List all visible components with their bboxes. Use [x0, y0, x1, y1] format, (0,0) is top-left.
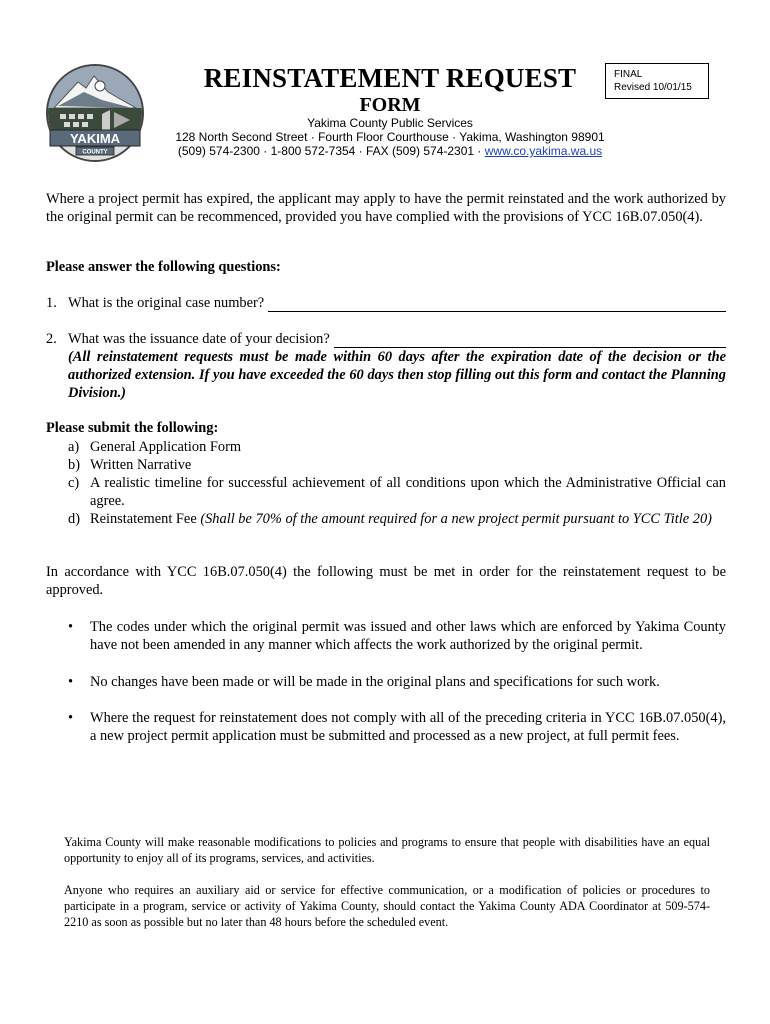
criteria-item-text: No changes have been made or will be made in the original plans and specifications for such work.: [90, 674, 660, 690]
criteria-item-text: Where the request for reinstatement does not comply with all of the preceding criteria in YCC 16B.07.050(4), a new project permit application must be submitted and processed as a new project, at full permit fees.: [90, 710, 726, 744]
question-1: [46, 294, 726, 312]
submit-heading: Please submit the following:: [46, 420, 219, 436]
logo-subtext: COUNTY: [82, 149, 108, 156]
submit-item-marker: c): [68, 475, 80, 491]
bullet: •: [68, 674, 74, 690]
submit-item-marker: a): [68, 439, 80, 455]
fee-note: (Shall be 70% of the amount required for a new project permit pursuant to YCC Title 20): [200, 511, 712, 527]
question-1-number: 1.: [46, 295, 57, 311]
submit-item-marker: b): [68, 457, 80, 473]
bullet: •: [68, 619, 74, 635]
criteria-item: [68, 709, 726, 745]
submit-item-text: [90, 510, 726, 528]
website-link[interactable]: www.co.yakima.wa.us: [484, 144, 603, 158]
question-2-note: (All reinstatement requests must be made within 60 days after the expiration date of the decision or the authorized extension. If you have exceeded the 60 days then stop filling out this form and contact the Planning Division.): [68, 349, 726, 401]
fee-label: Reinstatement Fee: [90, 511, 201, 527]
submit-item-text: Written Narrative: [90, 457, 192, 473]
submit-item-marker: d): [68, 511, 80, 527]
question-1-label: What is the original case number?: [68, 295, 265, 311]
submit-item-text: A realistic timeline for successful achievement of all conditions upon which the Administrative Official can agree.: [90, 475, 726, 509]
criteria-item: [68, 673, 726, 691]
submit-item: [68, 510, 726, 528]
phone-numbers: (509) 574-2300 · 1-800 572-7354 · FAX (509) 574-2301 ·: [177, 144, 482, 158]
ada-paragraph-2: Anyone who requires an auxiliary aid or service for effective communication, or a modification of policies or procedures to participate in a program, service or activity of Yakima County, should contact the Yakima County ADA Coordinator at 509-574-2210 as soon as possible but no later than 48 hours before the scheduled event.: [64, 883, 710, 929]
final-status: FINAL: [614, 69, 643, 80]
question-2-label: What was the issuance date of your decision?: [68, 331, 330, 347]
submit-item-text: General Application Form: [90, 439, 242, 455]
revised-date: Revised 10/01/15: [614, 82, 692, 93]
department-name: Yakima County Public Services: [307, 116, 473, 130]
question-2-number: 2.: [46, 331, 57, 347]
revision-box: [605, 63, 709, 99]
intro-paragraph: Where a project permit has expired, the applicant may apply to have the permit reinstated and the work authorized by the original permit can be recommenced, provided you have complied with the provisions of YCC 16B.07.050(4).: [46, 191, 726, 225]
ada-paragraph-1: Yakima County will make reasonable modifications to policies and programs to ensure that people with disabilities have an equal opportunity to enjoy all of its programs, services, and activities.: [64, 835, 710, 865]
case-number-field[interactable]: [268, 298, 726, 312]
contact-line: [160, 144, 620, 159]
department-address: 128 North Second Street · Fourth Floor Courthouse · Yakima, Washington 98901: [175, 130, 605, 144]
submit-item: [68, 438, 726, 456]
yakima-county-logo: [44, 62, 146, 164]
logo-text: YAKIMA: [69, 131, 121, 146]
criteria-intro: In accordance with YCC 16B.07.050(4) the following must be met in order for the reinstatement request to be approved.: [46, 564, 726, 598]
bullet: •: [68, 710, 74, 726]
page-subtitle: FORM: [359, 94, 421, 116]
criteria-item-text: The codes under which the original permit was issued and other laws which are enforced by Yakima County have not been amended in any manner which affects the work authorized by the original permit.: [90, 619, 726, 653]
submit-item: [68, 456, 726, 474]
questions-heading: Please answer the following questions:: [46, 259, 281, 275]
issuance-date-field[interactable]: [334, 334, 726, 348]
submit-item: [68, 474, 726, 510]
page-title: REINSTATEMENT REQUEST: [203, 63, 577, 93]
question-2: [46, 330, 726, 348]
criteria-item: [68, 618, 726, 654]
